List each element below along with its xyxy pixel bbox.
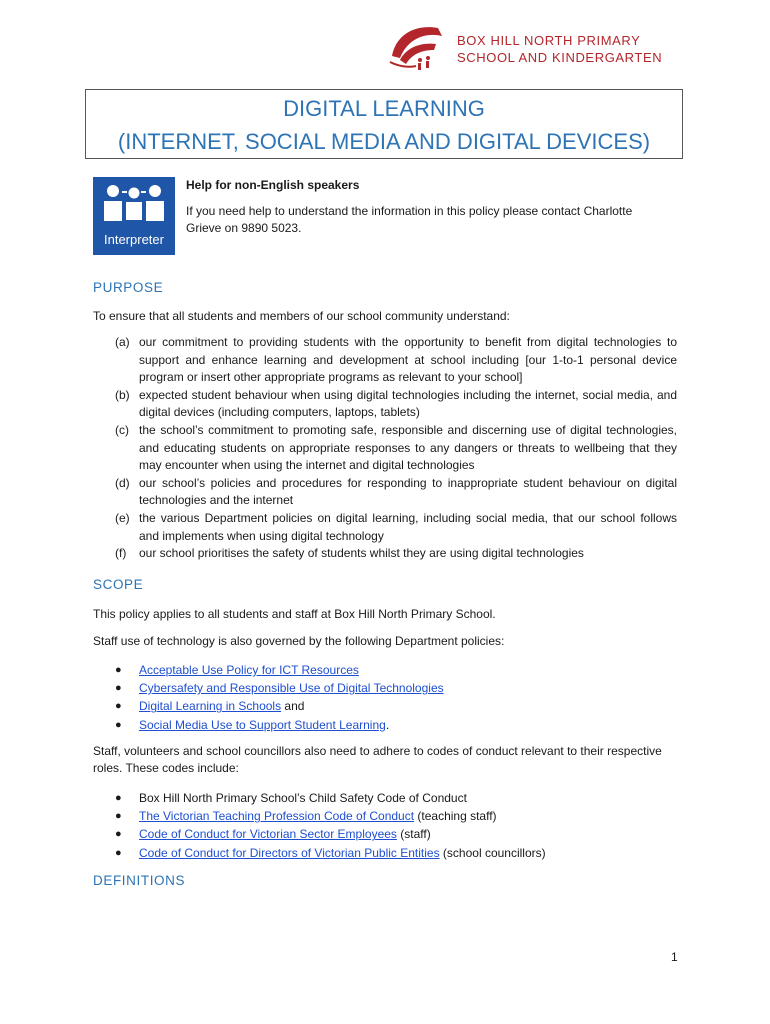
list-marker: (f) [115,546,127,561]
list-item-text: the various Department policies on digital learning, including social media, that our school follows and implements when using digital technology [139,510,677,543]
help-heading: Help for non-English speakers [186,178,360,192]
bullet-icon: ● [115,682,122,695]
bullet-icon: ● [115,846,122,859]
bullet-icon: ● [115,664,122,676]
list-item-text: expected student behaviour when using digital technologies including the internet, social media, and digital devices (including computers, laptops, tablets) [139,387,677,420]
list-item [115,387,677,422]
scope-para1: This policy applies to all students and staff at Box Hill North Primary School. [93,607,496,621]
title-line1: DIGITAL LEARNING [283,96,485,121]
list-item [115,661,675,679]
list-marker: (e) [115,510,130,525]
list-item [115,844,675,862]
purpose-intro: To ensure that all students and members of our school community understand: [93,309,510,323]
list-item [115,716,675,734]
title-line2: (INTERNET, SOCIAL MEDIA AND DIGITAL DEVICES) [117,129,651,154]
school-name [457,32,662,66]
list-item-text: our commitment to providing students with the opportunity to benefit from digital technologies to support and enhance learning and development at school including [our 1-to-1 personal device program or insert other appropriate programs as relevant to your school] [139,335,677,385]
scope-heading: SCOPE [93,577,144,592]
purpose-list [115,334,677,563]
link-suffix: . [385,717,390,732]
list-marker: (c) [115,422,129,437]
list-item [115,510,677,545]
list-item [115,422,677,475]
list-item [115,475,677,510]
bullet-icon: ● [115,718,122,731]
scope-para3: Staff, volunteers and school councillors also need to adhere to codes of conduct relevant to their respective roles. These codes include: [93,744,662,775]
interpreter-icon-label: Interpreter [104,232,164,247]
list-item-text: our school prioritises the safety of students whilst they are using digital technologies [139,546,584,561]
bullet-icon: ● [115,828,122,841]
list-item [115,825,675,843]
link-suffix: (staff) [396,827,431,842]
code-link-teaching-profession[interactable]: The Victorian Teaching Profession Code of Conduct [139,809,415,824]
list-marker: (b) [115,387,130,402]
list-item [115,697,675,715]
list-item-text: the school’s commitment to promoting safe, responsible and discerning use of digital technologies, and educating students on appropriate responses to any dangers or threats to wellbeing that they may encounter when using the internet and digital technologies [139,422,677,473]
list-item [115,789,675,807]
code-link-directors[interactable]: Code of Conduct for Directors of Victorian Public Entities [139,845,440,860]
list-marker: (d) [115,475,130,490]
list-item [115,334,677,387]
page-number: 1 [671,950,678,964]
interpreter-icon [93,177,175,255]
definitions-heading: DEFINITIONS [93,873,186,888]
list-item [115,679,675,697]
school-name-line1: BOX HILL NORTH PRIMARY [457,33,641,48]
codes-of-conduct-list [115,789,675,862]
department-policies-list [115,661,675,734]
document-title [85,89,683,159]
help-block [186,177,656,237]
scope-para2: Staff use of technology is also governed by the following Department policies: [93,634,505,648]
list-item-text: our school’s policies and procedures for responding to inappropriate student behaviour on digital technologies and the internet [139,475,677,508]
policy-link-digital-learning[interactable]: Digital Learning in Schools [139,699,282,714]
bullet-icon: ● [115,810,122,823]
link-suffix: (school councillors) [439,845,546,860]
school-name-line2: SCHOOL AND KINDERGARTEN [457,50,663,65]
interpreter-people-icon [93,177,175,255]
help-text: If you need help to understand the information in this policy please contact Charlotte Grieve on 9890 5023. [186,204,633,235]
policy-link-acceptable-use[interactable]: Acceptable Use Policy for ICT Resources [139,663,359,677]
list-item [115,807,675,825]
school-logo [386,22,448,74]
link-suffix: (teaching staff) [414,809,497,824]
policy-link-social-media[interactable]: Social Media Use to Support Student Learning [139,717,386,732]
list-marker: (a) [115,335,130,349]
list-item [115,545,677,563]
bullet-icon: ● [115,700,122,713]
purpose-heading: PURPOSE [93,280,164,295]
code-link-sector-employees[interactable]: Code of Conduct for Victorian Sector Employees [139,827,397,842]
code-child-safety: Box Hill North Primary School’s Child Safety Code of Conduct [139,791,467,805]
policy-link-cybersafety[interactable]: Cybersafety and Responsible Use of Digital Technologies [139,681,444,696]
link-suffix: and [281,699,305,714]
bullet-icon: ● [115,792,122,804]
